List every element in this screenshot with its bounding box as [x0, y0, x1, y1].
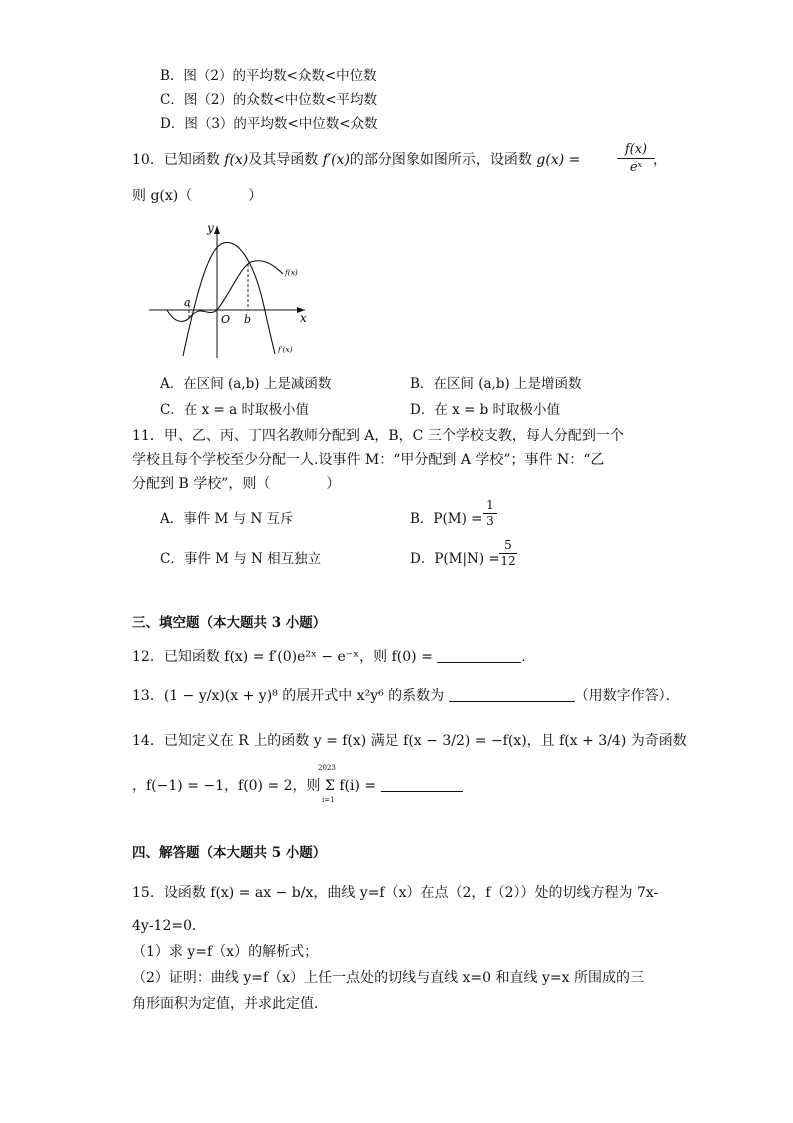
q9-option-b[interactable]: B．图（2）的平均数<众数<中位数 — [160, 68, 377, 84]
q13-stem — [132, 686, 680, 706]
q12-answer-blank[interactable] — [437, 648, 521, 663]
q12-text: 12．已知函数 f(x) = f′(0)e²ˣ − e⁻ˣ，则 f(0) = — [132, 649, 433, 665]
q13-answer-blank[interactable] — [449, 687, 575, 702]
q10-option-c[interactable]: C．在 x = a 时取极小值 — [160, 402, 309, 418]
q10-stem-part1: 10．已知函数 — [132, 152, 225, 168]
q11-option-b[interactable] — [410, 509, 482, 529]
q15-part2-line1: （2）证明：曲线 y=f（x）上任一点处的切线与直线 x=0 和直线 y=x 所围成的三 — [132, 970, 644, 986]
q10-fpx: f′(x) — [322, 152, 350, 168]
q10-fraction-numerator: f(x) — [617, 141, 655, 159]
q10-option-a[interactable]: A．在区间 (a,b) 上是减函数 — [160, 376, 332, 392]
q13-end: （用数字作答）． — [574, 688, 680, 704]
q10-stem-part2: 及其导函数 — [248, 152, 323, 168]
q11-option-d-lhs: D．P(M|N) = — [410, 551, 500, 567]
section-4-heading: 四、解答题（本大题共 5 小题） — [132, 845, 327, 861]
q11-option-c[interactable]: C．事件 M 与 N 相互独立 — [160, 551, 322, 567]
q11-line3: 分配到 B 学校”，则（ ） — [132, 476, 341, 492]
q14-sum-lower: i=1 — [322, 796, 335, 804]
q10-option-d[interactable]: D．在 x = b 时取极小值 — [410, 402, 561, 418]
q10-option-b[interactable]: B．在区间 (a,b) 上是增函数 — [410, 376, 582, 392]
q14-answer-blank[interactable] — [381, 777, 463, 792]
q10-graph — [145, 220, 315, 362]
y-axis-arrow-icon — [214, 226, 220, 234]
q11-option-d-denominator: 12 — [500, 554, 516, 568]
graph-origin-label: O — [221, 313, 231, 326]
q10-gx: g(x) = — [536, 152, 581, 168]
q11-option-b-numerator: 1 — [483, 498, 497, 514]
q9-option-d[interactable]: D．图（3）的平均数<中位数<众数 — [160, 116, 378, 132]
q15-line2: 4y-12=0． — [132, 918, 206, 934]
q11-option-d-numerator: 5 — [499, 538, 517, 554]
graph-fprime-label: f′(x) — [278, 345, 293, 354]
graph-y-label: y — [207, 221, 214, 235]
q15-line1: 15．设函数 f(x) = ax − b/x，曲线 y=f（x）在点（2，f（2））处的切线方程为 7x- — [132, 885, 659, 901]
q11-option-b-fraction — [483, 498, 497, 529]
q11-option-d[interactable] — [410, 549, 500, 569]
q10-fraction — [617, 141, 655, 176]
q15-part1: （1）求 y=f（x）的解析式； — [132, 944, 319, 960]
q11-option-b-denominator: 3 — [486, 514, 494, 528]
q11-line1: 11．甲、乙、丙、丁四名教师分配到 A，B，C 三个学校支教，每人分配到一个 — [132, 428, 624, 444]
q10-comma: ， — [653, 152, 667, 168]
section-3-heading: 三、填空题（本大题共 3 小题） — [132, 615, 327, 631]
graph-f-label: f(x) — [285, 268, 298, 277]
graph-x-label: x — [300, 311, 307, 325]
q14-sum-upper: 2023 — [318, 764, 336, 772]
q10-fx: f(x) — [224, 152, 249, 168]
q10-stem — [132, 150, 580, 170]
q15-part2-line2: 角形面积为定值，并求此定值． — [132, 996, 328, 1012]
q14-line2 — [132, 776, 463, 796]
q10-line2: 则 g(x)（ ） — [132, 188, 263, 204]
q11-option-d-fraction — [499, 538, 517, 569]
q12-end: . — [521, 649, 526, 665]
q13-expression: (1 − y/x)(x + y)⁸ 的展开式中 x²y⁶ 的系数为 — [163, 688, 445, 704]
q14-line2-text: ，f(−1) = −1，f(0) = 2，则 Σ f(i) = — [132, 778, 377, 794]
q14-line1: 14．已知定义在 R 上的函数 y = f(x) 满足 f(x − 3/2) = −f(x)，且 f(x + 3/4) 为奇函数 — [132, 733, 687, 749]
q10-stem-part3: 的部分图象如图所示，设函数 — [349, 152, 537, 168]
q11-option-a[interactable]: A．事件 M 与 N 互斥 — [160, 511, 294, 527]
fprime-curve — [183, 242, 275, 356]
q9-option-c[interactable]: C．图（2）的众数<中位数<平均数 — [160, 92, 378, 108]
q11-line2: 学校且每个学校至少分配一人.设事件 M：“甲分配到 A 学校”；事件 N：“乙 — [132, 452, 605, 468]
graph-a-label: a — [184, 296, 191, 309]
graph-b-label: b — [244, 313, 252, 326]
q10-fraction-denominator: eˣ — [629, 160, 643, 175]
q12-stem — [132, 647, 526, 667]
q11-option-b-lhs: B．P(M) = — [410, 511, 483, 527]
q13-number: 13． — [132, 688, 164, 704]
